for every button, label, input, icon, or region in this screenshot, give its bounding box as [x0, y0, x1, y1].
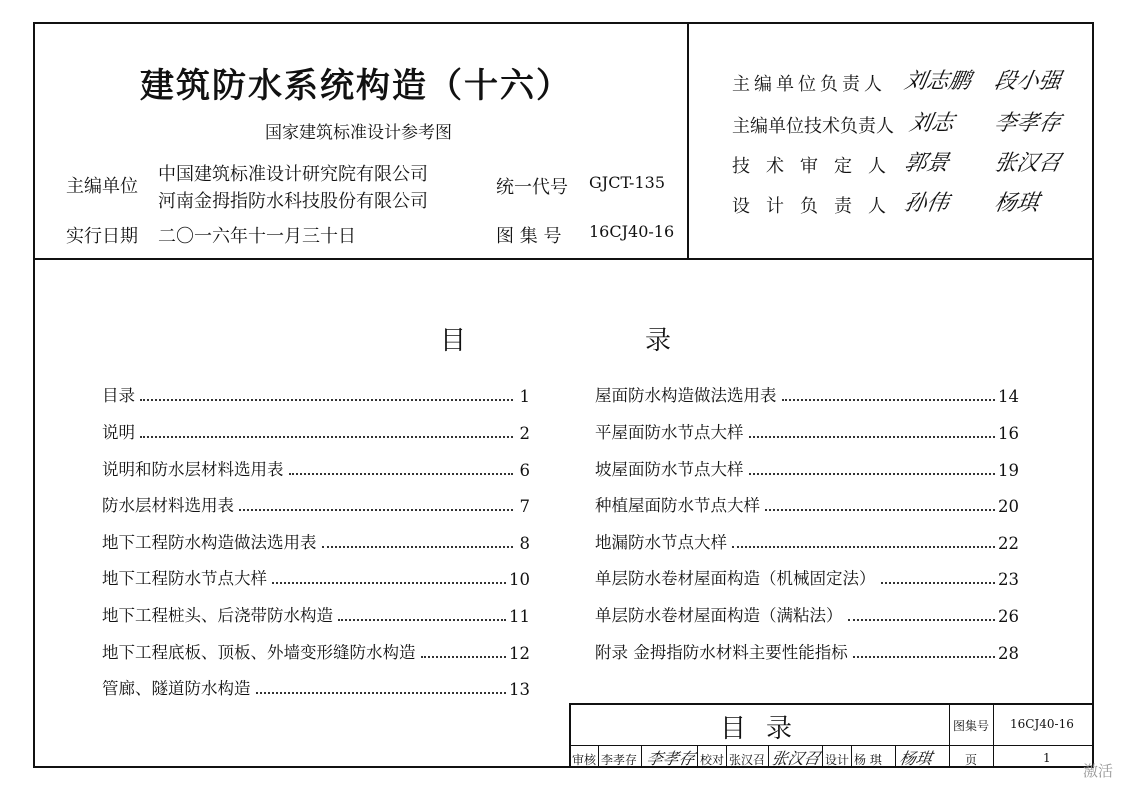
toc-item-title: 地下工程防水节点大样: [102, 569, 267, 588]
toc-heading-right: 录: [645, 326, 672, 356]
title-block-atlas-label: 图集号: [953, 719, 990, 733]
toc-item[interactable]: [102, 456, 530, 480]
role-4: 设计负责人: [732, 196, 902, 217]
title-block-vline: [993, 703, 994, 768]
toc-leader-dots: [239, 509, 513, 511]
date-label: 实行日期: [66, 226, 138, 247]
toc-item-title: 地下工程桩头、后浇带防水构造: [102, 606, 333, 625]
review-name: 李孝存: [601, 753, 638, 767]
toc-item[interactable]: [102, 529, 530, 553]
signature-2b: 李孝存: [992, 111, 1063, 136]
signature-3a: 郭景: [902, 151, 951, 176]
toc-item-page: 14: [998, 387, 1019, 406]
toc-item-title: 管廊、隧道防水构造: [102, 679, 251, 698]
toc-item-page: 11: [509, 607, 530, 626]
editor-unit-1: 中国建筑标准设计研究院有限公司: [158, 164, 428, 185]
toc-item-page: 23: [998, 570, 1019, 589]
title-block-separator: [822, 746, 823, 768]
editor-unit-2: 河南金拇指防水科技股份有限公司: [158, 191, 428, 212]
toc-item-title: 地下工程防水构造做法选用表: [102, 533, 317, 552]
signature-4a: 孙伟: [902, 191, 951, 216]
title-block-atlas-value: 16CJ40-16: [1010, 717, 1074, 731]
toc-item-page: 19: [998, 461, 1019, 480]
signature-2a: 刘志: [907, 111, 956, 136]
title-block-separator: [726, 746, 727, 768]
toc-leader-dots: [256, 692, 507, 694]
toc-item-page: 12: [509, 644, 530, 663]
toc-item[interactable]: [102, 602, 530, 626]
role-2: 主编单位技术负责人: [732, 116, 894, 137]
toc-leader-dots: [881, 582, 996, 584]
toc-item-page: 13: [509, 680, 530, 699]
code-value: GJCT-135: [589, 173, 665, 192]
toc-item[interactable]: [595, 492, 1019, 516]
signature-1a: 刘志鹏: [902, 69, 973, 94]
main-title: 建筑防水系统构造（十六）: [140, 66, 572, 106]
title-block-separator: [598, 746, 599, 768]
toc-item-page: 8: [519, 534, 530, 553]
toc-item[interactable]: [595, 419, 1019, 443]
title-block-page-label: 页: [965, 753, 978, 767]
toc-leader-dots: [765, 509, 995, 511]
title-block-separator: [768, 746, 769, 768]
date-value: 二〇一六年十一月三十日: [158, 226, 356, 247]
toc-item-title: 地漏防水节点大样: [595, 533, 727, 552]
toc-item[interactable]: [102, 565, 530, 589]
title-block-separator: [895, 746, 896, 768]
toc-item-page: 6: [519, 461, 530, 480]
signature-4b: 杨琪: [992, 191, 1041, 216]
header-vertical-divider: [687, 22, 689, 259]
toc-item-title: 坡屋面防水节点大样: [595, 460, 744, 479]
toc-item-page: 20: [998, 497, 1019, 516]
toc-item[interactable]: [595, 382, 1019, 406]
toc-leader-dots: [848, 619, 996, 621]
toc-item-page: 22: [998, 534, 1019, 553]
review-label: 审核: [572, 753, 597, 767]
toc-item[interactable]: [102, 675, 530, 699]
toc-leader-dots: [272, 582, 506, 584]
title-block-page-value: 1: [1043, 751, 1051, 765]
atlas-label: 图 集 号: [496, 226, 562, 247]
title-block-title: 目录: [720, 714, 813, 744]
toc-leader-dots: [732, 546, 995, 548]
header-divider: [33, 258, 1094, 260]
role-3: 技术审定人: [732, 156, 902, 177]
toc-leader-dots: [749, 473, 996, 475]
toc-item-page: 28: [998, 644, 1019, 663]
editor-unit-label: 主编单位: [66, 176, 138, 197]
toc-leader-dots: [749, 436, 996, 438]
title-block-vline: [949, 703, 950, 768]
toc-item-title: 地下工程底板、顶板、外墙变形缝防水构造: [102, 643, 416, 662]
toc-item[interactable]: [595, 602, 1019, 626]
toc-leader-dots: [289, 473, 514, 475]
toc-leader-dots: [322, 546, 514, 548]
toc-item-page: 16: [998, 424, 1019, 443]
atlas-value: 16CJ40-16: [589, 222, 675, 241]
title-block-separator: [641, 746, 642, 768]
toc-leader-dots: [338, 619, 506, 621]
toc-item-title: 平屋面防水节点大样: [595, 423, 744, 442]
toc-item-title: 屋面防水构造做法选用表: [595, 386, 777, 405]
role-1: 主编单位负责人: [732, 74, 886, 95]
toc-item-page: 2: [519, 424, 530, 443]
subtitle: 国家建筑标准设计参考图: [265, 123, 452, 143]
toc-item-title: 说明: [102, 423, 135, 442]
toc-item-title: 防水层材料选用表: [102, 496, 234, 515]
toc-item[interactable]: [595, 565, 1019, 589]
design-name: 杨 琪: [854, 753, 882, 767]
design-signature: 杨琪: [898, 749, 934, 768]
toc-item[interactable]: [102, 382, 530, 406]
toc-item-page: 1: [519, 387, 530, 406]
toc-item[interactable]: [102, 492, 530, 516]
signature-3b: 张汉召: [992, 151, 1063, 176]
title-block-separator: [697, 746, 698, 768]
design-label: 设计: [825, 753, 850, 767]
toc-item-page: 26: [998, 607, 1019, 626]
title-block-separator: [851, 746, 852, 768]
toc-leader-dots: [782, 399, 996, 401]
toc-item[interactable]: [595, 529, 1019, 553]
review-signature: 李孝存: [645, 749, 697, 768]
toc-item-title: 附录 金拇指防水材料主要性能指标: [595, 643, 848, 662]
toc-leader-dots: [140, 436, 513, 438]
toc-leader-dots: [853, 656, 995, 658]
watermark: 激活: [1083, 762, 1114, 780]
toc-heading-left: 目: [440, 326, 467, 356]
toc-item-title: 说明和防水层材料选用表: [102, 460, 284, 479]
toc-item[interactable]: [595, 639, 1019, 663]
check-label: 校对: [700, 753, 725, 767]
toc-item[interactable]: [102, 639, 530, 663]
toc-item[interactable]: [102, 419, 530, 443]
toc-item-page: 7: [519, 497, 530, 516]
toc-item-title: 单层防水卷材屋面构造（机械固定法）: [595, 569, 876, 588]
toc-item-title: 目录: [102, 386, 135, 405]
code-label: 统一代号: [496, 177, 568, 198]
title-block-divider: [569, 745, 1094, 746]
toc-item-title: 单层防水卷材屋面构造（满粘法）: [595, 606, 843, 625]
toc-item[interactable]: [595, 456, 1019, 480]
toc-item-title: 种植屋面防水节点大样: [595, 496, 760, 515]
signature-1b: 段小强: [992, 69, 1063, 94]
check-name: 张汉召: [729, 753, 766, 767]
toc-leader-dots: [421, 656, 507, 658]
check-signature: 张汉召: [770, 749, 822, 768]
toc-item-page: 10: [509, 570, 530, 589]
toc-leader-dots: [140, 399, 513, 401]
